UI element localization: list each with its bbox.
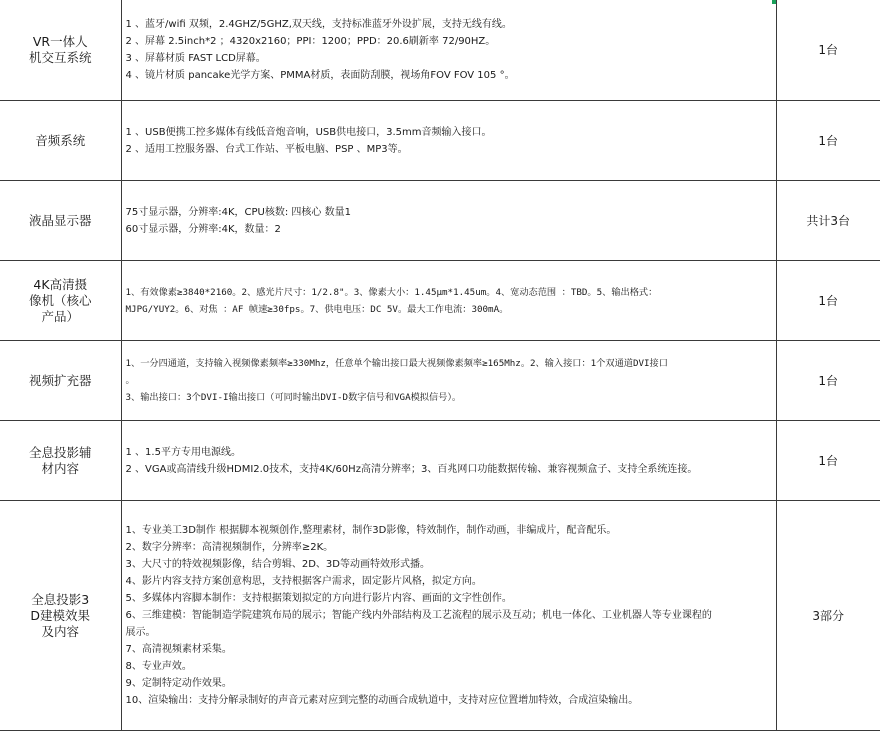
spec-text (126, 522, 772, 709)
quantity: 1台 (818, 454, 839, 468)
table-row-audio (0, 101, 880, 181)
spec-line: 60寸显示器，分辨率:4K，数量：2 (125, 223, 281, 235)
quantity-cell (776, 421, 880, 501)
spec-line: 2 、屏幕 2.5inch*2 ；4320x2160；PPI：1200；PPD：20.6刷新率 72/90HZ。 (125, 35, 496, 47)
spec-line: 1、有效像素≥3840*2160。2、感光片尺寸：1/2.8"。3、像素大小：1.45μm*1.45um。4、宽动态范围 ：TBD。5、输出格式： (125, 286, 658, 298)
item-name-cell (0, 421, 121, 501)
spec-line: 4、影片内容支持方案创意构思，支持根据客户需求，固定影片风格，拟定方向。 (125, 576, 482, 587)
spec-line: 1、一分四通道，支持输入视频像素频率≥330Mhz，任意单个输出接口最大视频像素频率≥165Mhz。2、输入接口：1个双通道DVI接口 (125, 358, 668, 369)
spec-line: 3 、屏幕材质 FAST LCD屏幕。 (125, 52, 266, 64)
spec-line: 3、输出接口：3个DVI-I输出接口（可同时输出DVI-D数字信号和VGA模拟信号）。 (125, 392, 462, 403)
spec-line: 8、专业声效。 (125, 661, 192, 672)
item-name: 视频扩充器 (28, 372, 92, 388)
spec-cell (121, 501, 776, 731)
item-name: VR一体人 机交互系统 (28, 33, 92, 65)
spec-cell (121, 101, 776, 181)
item-name-cell (0, 501, 121, 731)
spec-line: MJPG/YUY2。6、对焦 ：AF 帧速≥30fps。7、供电电压：DC 5V。最大工作电流：300mA。 (125, 303, 509, 315)
quantity-cell (776, 181, 880, 261)
spec-line: 2、数字分辨率：高清视频制作，分辨率≥2K。 (125, 542, 334, 553)
quantity: 1台 (818, 43, 839, 57)
item-name: 全息投影3 D建模效果 及内容 (30, 591, 91, 639)
spec-text (126, 16, 772, 84)
table-row-holo-3d (0, 501, 880, 731)
item-name-cell (0, 101, 121, 181)
spec-line: 展示。 (125, 627, 156, 638)
spec-line: 3、大尺寸的特效视频影像，结合剪辑、2D、3D等动画特效形式播。 (125, 559, 430, 570)
spec-line: 6、三维建模：智能制造学院建筑布局的展示；智能产线内外部结构及工艺流程的展示及互动；机电一体化、工业机器人等专业课程的 (125, 610, 712, 621)
quantity-cell (776, 0, 880, 101)
quantity: 1台 (818, 294, 839, 308)
spec-line: 1 、1.5平方专用电源线。 (125, 446, 241, 458)
spec-line: 4 、镜片材质 pancake光学方案、PMMA材质，表面防刮膜，视场角FOV FOV 105 °。 (125, 69, 515, 81)
spec-line: 7、高清视频素材采集。 (125, 644, 232, 655)
spec-cell (121, 261, 776, 341)
table-row-video-extender (0, 341, 880, 421)
quantity: 3部分 (812, 609, 845, 623)
spec-text (126, 444, 772, 478)
quantity: 1台 (818, 374, 839, 388)
spec-line: 1、专业美工3D制作 根据脚本视频创作,整理素材，制作3D影像，特效制作，制作动画，非编成片，配音配乐。 (125, 525, 617, 536)
item-name-cell (0, 0, 121, 101)
spec-text (126, 124, 772, 158)
item-name-cell (0, 261, 121, 341)
quantity-cell (776, 261, 880, 341)
table-row-holo-materials (0, 421, 880, 501)
spec-line: 1 、USB便携工控多媒体有线低音炮音响，USB供电接口，3.5mm音频输入接口。 (125, 126, 492, 138)
item-name-cell (0, 341, 121, 421)
quantity-cell (776, 501, 880, 731)
quantity-cell (776, 341, 880, 421)
spec-line: 2 、适用工控服务器、台式工作站、平板电脑、PSP 、MP3等。 (125, 143, 408, 155)
spec-line: 75寸显示器，分辨率:4K，CPU核数: 四核心 数量1 (125, 206, 351, 218)
item-name: 液晶显示器 (28, 212, 92, 228)
spec-cell (121, 181, 776, 261)
table-row-display (0, 181, 880, 261)
spec-cell (121, 341, 776, 421)
spec-line: 9、定制特定动作效果。 (125, 678, 232, 689)
spec-cell (121, 0, 776, 101)
spec-cell (121, 421, 776, 501)
spec-line: 1 、蓝牙/wifi 双频，2.4GHZ/5GHZ,双天线，支持标准蓝牙外设扩展，支持无线有线。 (125, 18, 512, 30)
table-row-camera (0, 261, 880, 341)
spec-line: 5、多媒体内容脚本制作：支持根据策划拟定的方向进行影片内容、画面的文字性创作。 (125, 593, 512, 604)
quantity-cell (776, 101, 880, 181)
spec-text (126, 204, 772, 238)
item-name: 4K高清摄 像机（核心 产品） (28, 276, 92, 324)
table-row-vr (0, 0, 880, 101)
quantity: 共计3台 (806, 214, 851, 228)
spec-line: 2 、VGA或高清线升级HDMI2.0技术，支持4K/60Hz高清分辨率；3、百兆网口功能数据传输、兼容视频盒子、支持全系统连接。 (125, 463, 698, 475)
spec-line: 10、渲染输出：支持分解录制好的声音元素对应到完整的动画合成轨道中，支持对应位置增加特效，合成渲染输出。 (125, 695, 639, 706)
spec-line: 。 (125, 375, 135, 386)
spec-text (126, 284, 772, 318)
spec-text (126, 355, 772, 406)
item-name-cell (0, 181, 121, 261)
quantity: 1台 (818, 134, 839, 148)
item-name: 全息投影辅 材内容 (28, 444, 92, 476)
item-name: 音频系统 (35, 132, 86, 148)
